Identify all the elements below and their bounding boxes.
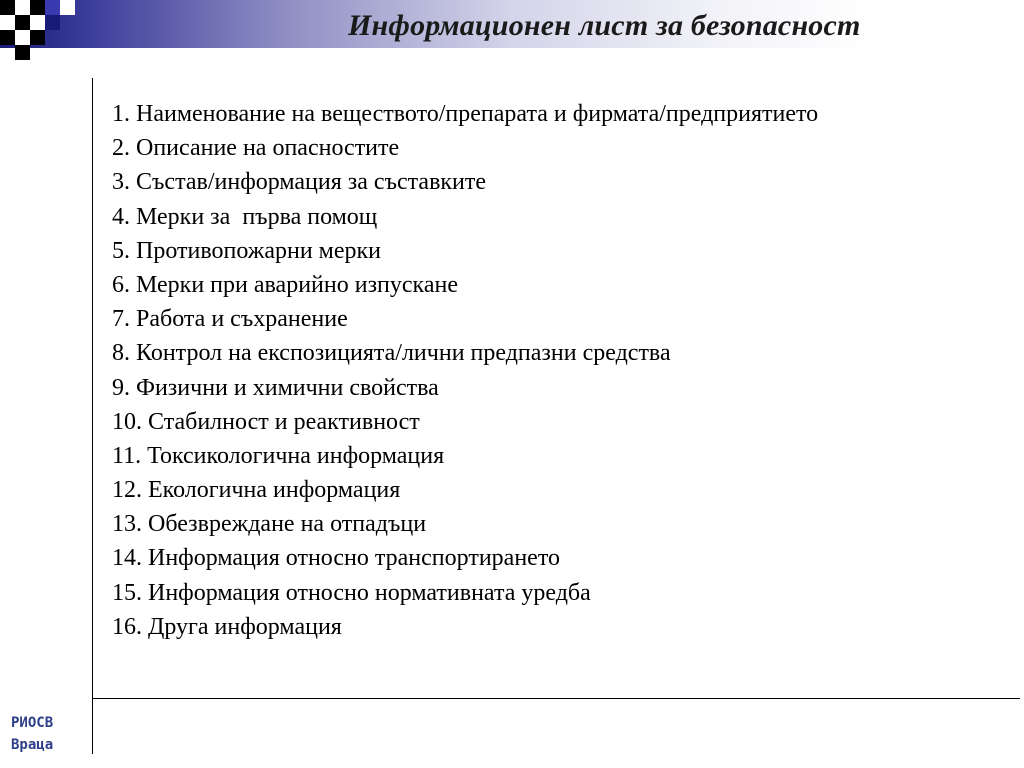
page-title: Информационен лист за безопасност bbox=[348, 9, 861, 42]
list-item: 1. Наименование на веществото/препарата и фирмата/предприятието bbox=[112, 101, 819, 127]
list-item: 3. Състав/информация за съставките bbox=[112, 169, 487, 196]
list-item: 6. Мерки при аварийно изпускане bbox=[112, 271, 458, 298]
list-item: 2. Описание на опасностите bbox=[112, 135, 400, 162]
section-list bbox=[112, 97, 818, 644]
list-item: 12. Екологична информация bbox=[112, 477, 401, 504]
list-item: 9. Физични и химични свойства bbox=[112, 374, 439, 401]
list-item: 4. Мерки за първа помощ bbox=[112, 203, 378, 230]
list-item: 14. Информация относно транспортирането bbox=[112, 545, 560, 572]
list-item: 16. Друга информация bbox=[112, 613, 342, 640]
list-item: 10. Стабилност и реактивност bbox=[112, 408, 420, 435]
vertical-divider bbox=[92, 78, 93, 754]
footer-org-name: РИОСВ bbox=[11, 715, 54, 731]
list-item: 5. Противопожарни мерки bbox=[112, 237, 382, 264]
list-item: 11. Токсикологична информация bbox=[112, 442, 445, 469]
horizontal-divider bbox=[92, 698, 1020, 699]
footer-org bbox=[11, 712, 53, 756]
list-item: 8. Контрол на експозицията/лични предпазни средства bbox=[112, 340, 671, 367]
list-item: 13. Обезвреждане на отпадъци bbox=[112, 511, 427, 538]
list-item: 15. Информация относно нормативната уредба bbox=[112, 579, 591, 606]
list-item: 7. Работа и съхранение bbox=[112, 306, 348, 333]
footer-org-city: Враца bbox=[11, 737, 54, 753]
